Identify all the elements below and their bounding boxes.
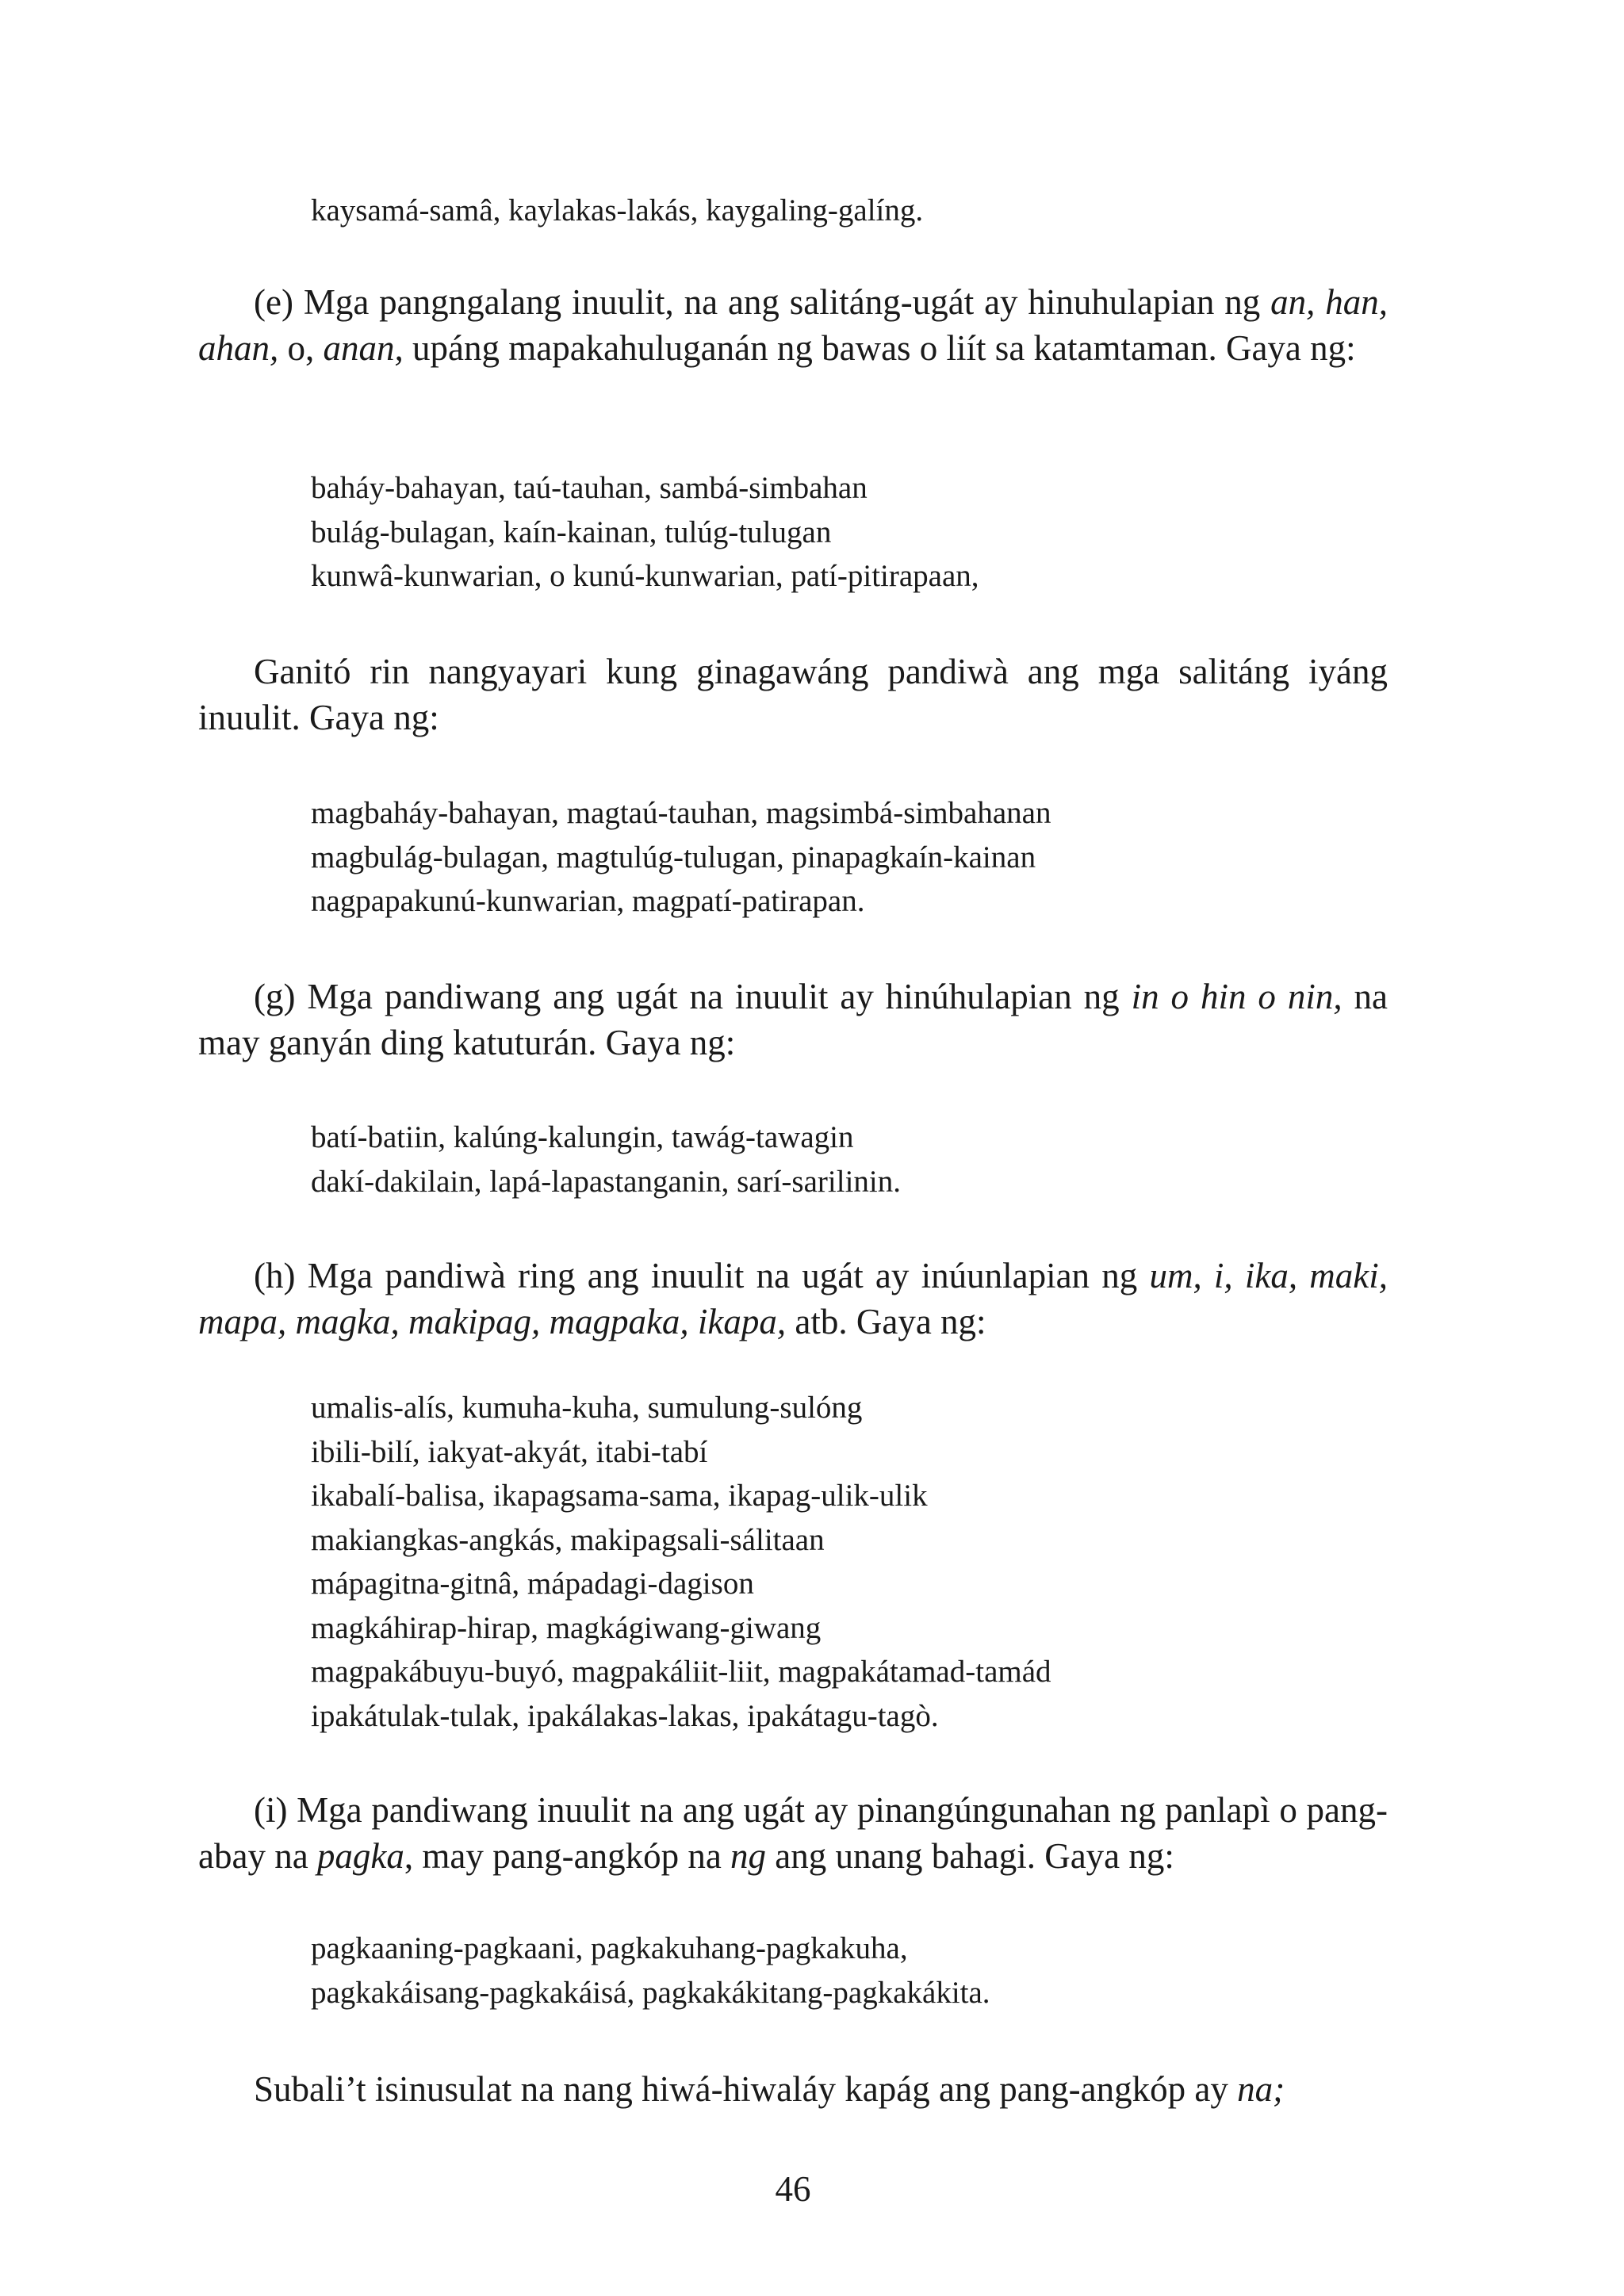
suffix-list-italic: an, han, ahan, — [198, 282, 1388, 368]
paragraph-ganito — [198, 649, 1388, 740]
paragraph-text: (e) Mga pangngalang inuulit, na ang salitáng-ugát ay hinuhulapian ng — [254, 282, 1271, 322]
example-line: kunwâ-kunwarian, o kunú-kunwarian, patí-pitirapaan, — [311, 559, 979, 593]
example-list-i — [311, 1927, 1342, 2015]
paragraph-g — [198, 974, 1388, 1066]
paragraph-text: Ganitó rin nangyayari kung ginagawáng pandiwà ang mga salitáng iyáng inuulit. Gaya ng: — [198, 652, 1388, 737]
example-line: magkáhirap-hirap, magkágiwang-giwang — [311, 1610, 822, 1645]
paragraph-text: , may pang-angkóp na — [404, 1836, 731, 1876]
example-line: magbaháy-bahayan, magtaú-tauhan, magsimbá-simbahanan — [311, 796, 1051, 830]
document-page — [198, 0, 1388, 2296]
example-line: magpakábuyu-buyó, magpakáliit-liit, magpakátamad-tamád — [311, 1655, 1051, 1689]
example-list-h — [311, 1386, 1342, 1738]
example-line: bulág-bulagan, kaín-kainan, tulúg-tulugan — [311, 515, 832, 549]
example-line: umalis-alís, kumuha-kuha, sumulung-sulóng — [311, 1391, 863, 1425]
example-line: dakí-dakilain, lapá-lapastanganin, sarí-sarilinin. — [311, 1164, 901, 1199]
paragraph-h — [198, 1253, 1388, 1345]
example-line: baháy-bahayan, taú-tauhan, sambá-simbahan — [311, 471, 868, 505]
example-line: nagpapakunú-kunwarian, magpatí-patirapan. — [311, 884, 865, 918]
example-line: pagkakáisang-pagkakáisá, pagkakákitang-pagkakákita. — [311, 1975, 990, 2010]
paragraph-text: (h) Mga pandiwà ring ang inuulit na ugát ay inúunlapian ng — [254, 1256, 1150, 1295]
paragraph-subali — [198, 2066, 1388, 2112]
paragraph-text: o, — [278, 328, 324, 368]
suffix-italic: anan, — [323, 328, 404, 368]
example-line: ikabalí-balisa, ikapagsama-sama, ikapag-ulik-ulik — [311, 1479, 928, 1513]
example-line: magbulág-bulagan, magtulúg-tulugan, pinapagkaín-kainan — [311, 840, 1036, 874]
na-italic: na; — [1237, 2069, 1285, 2109]
example-line: batí-batiin, kalúng-kalungin, tawág-tawagin — [311, 1120, 854, 1154]
continued-example-line — [311, 189, 1342, 233]
example-line: ibili-bilí, iakyat-akyát, itabi-tabí — [311, 1434, 708, 1469]
prefix-list-italic: um, i, ika, maki, mapa, magka, makipag, magpaka, ikapa, — [198, 1256, 1388, 1341]
suffix-list-italic: in o hin o nin, — [1131, 977, 1342, 1016]
paragraph-text: (g) Mga pandiwang ang ugát na inuulit ay hinúhulapian ng — [254, 977, 1132, 1016]
paragraph-text: (i) Mga pandiwang inuulit na ang ugát ay pinangúngunahan ng panlapì o pang-abay na — [198, 1790, 1388, 1876]
example-list-e — [311, 466, 1342, 599]
ng-italic: ng — [730, 1836, 767, 1876]
example-line: mápagitna-gitnâ, mápadagi-dagison — [311, 1567, 754, 1601]
paragraph-text: atb. Gaya ng: — [786, 1302, 986, 1341]
paragraph-text: ang unang bahagi. Gaya ng: — [766, 1836, 1174, 1876]
paragraph-text: na may ganyán ding katuturán. Gaya ng: — [198, 977, 1388, 1062]
example-line: ipakátulak-tulak, ipakálakas-lakas, ipakátagu-tagò. — [311, 1698, 939, 1733]
page-number: 46 — [775, 2169, 811, 2209]
example-line: kaysamá-samâ, kaylakas-lakás, kaygaling-galíng. — [311, 193, 924, 228]
pagka-italic: pagka — [316, 1836, 404, 1876]
example-list-g — [311, 1115, 1342, 1203]
paragraph-text: Subali’t isinusulat na nang hiwá-hiwaláy kapág ang pang-angkóp ay — [254, 2069, 1238, 2109]
example-list-ganito — [311, 791, 1342, 924]
paragraph-i — [198, 1787, 1388, 1879]
paragraph-text: upáng mapakahuluganán ng bawas o liít sa katamtaman. Gaya ng: — [403, 328, 1356, 368]
paragraph-e — [198, 279, 1388, 371]
example-line: makiangkas-angkás, makipagsali-sálitaan — [311, 1522, 825, 1557]
example-line: pagkaaning-pagkaani, pagkakuhang-pagkakuha, — [311, 1931, 908, 1965]
